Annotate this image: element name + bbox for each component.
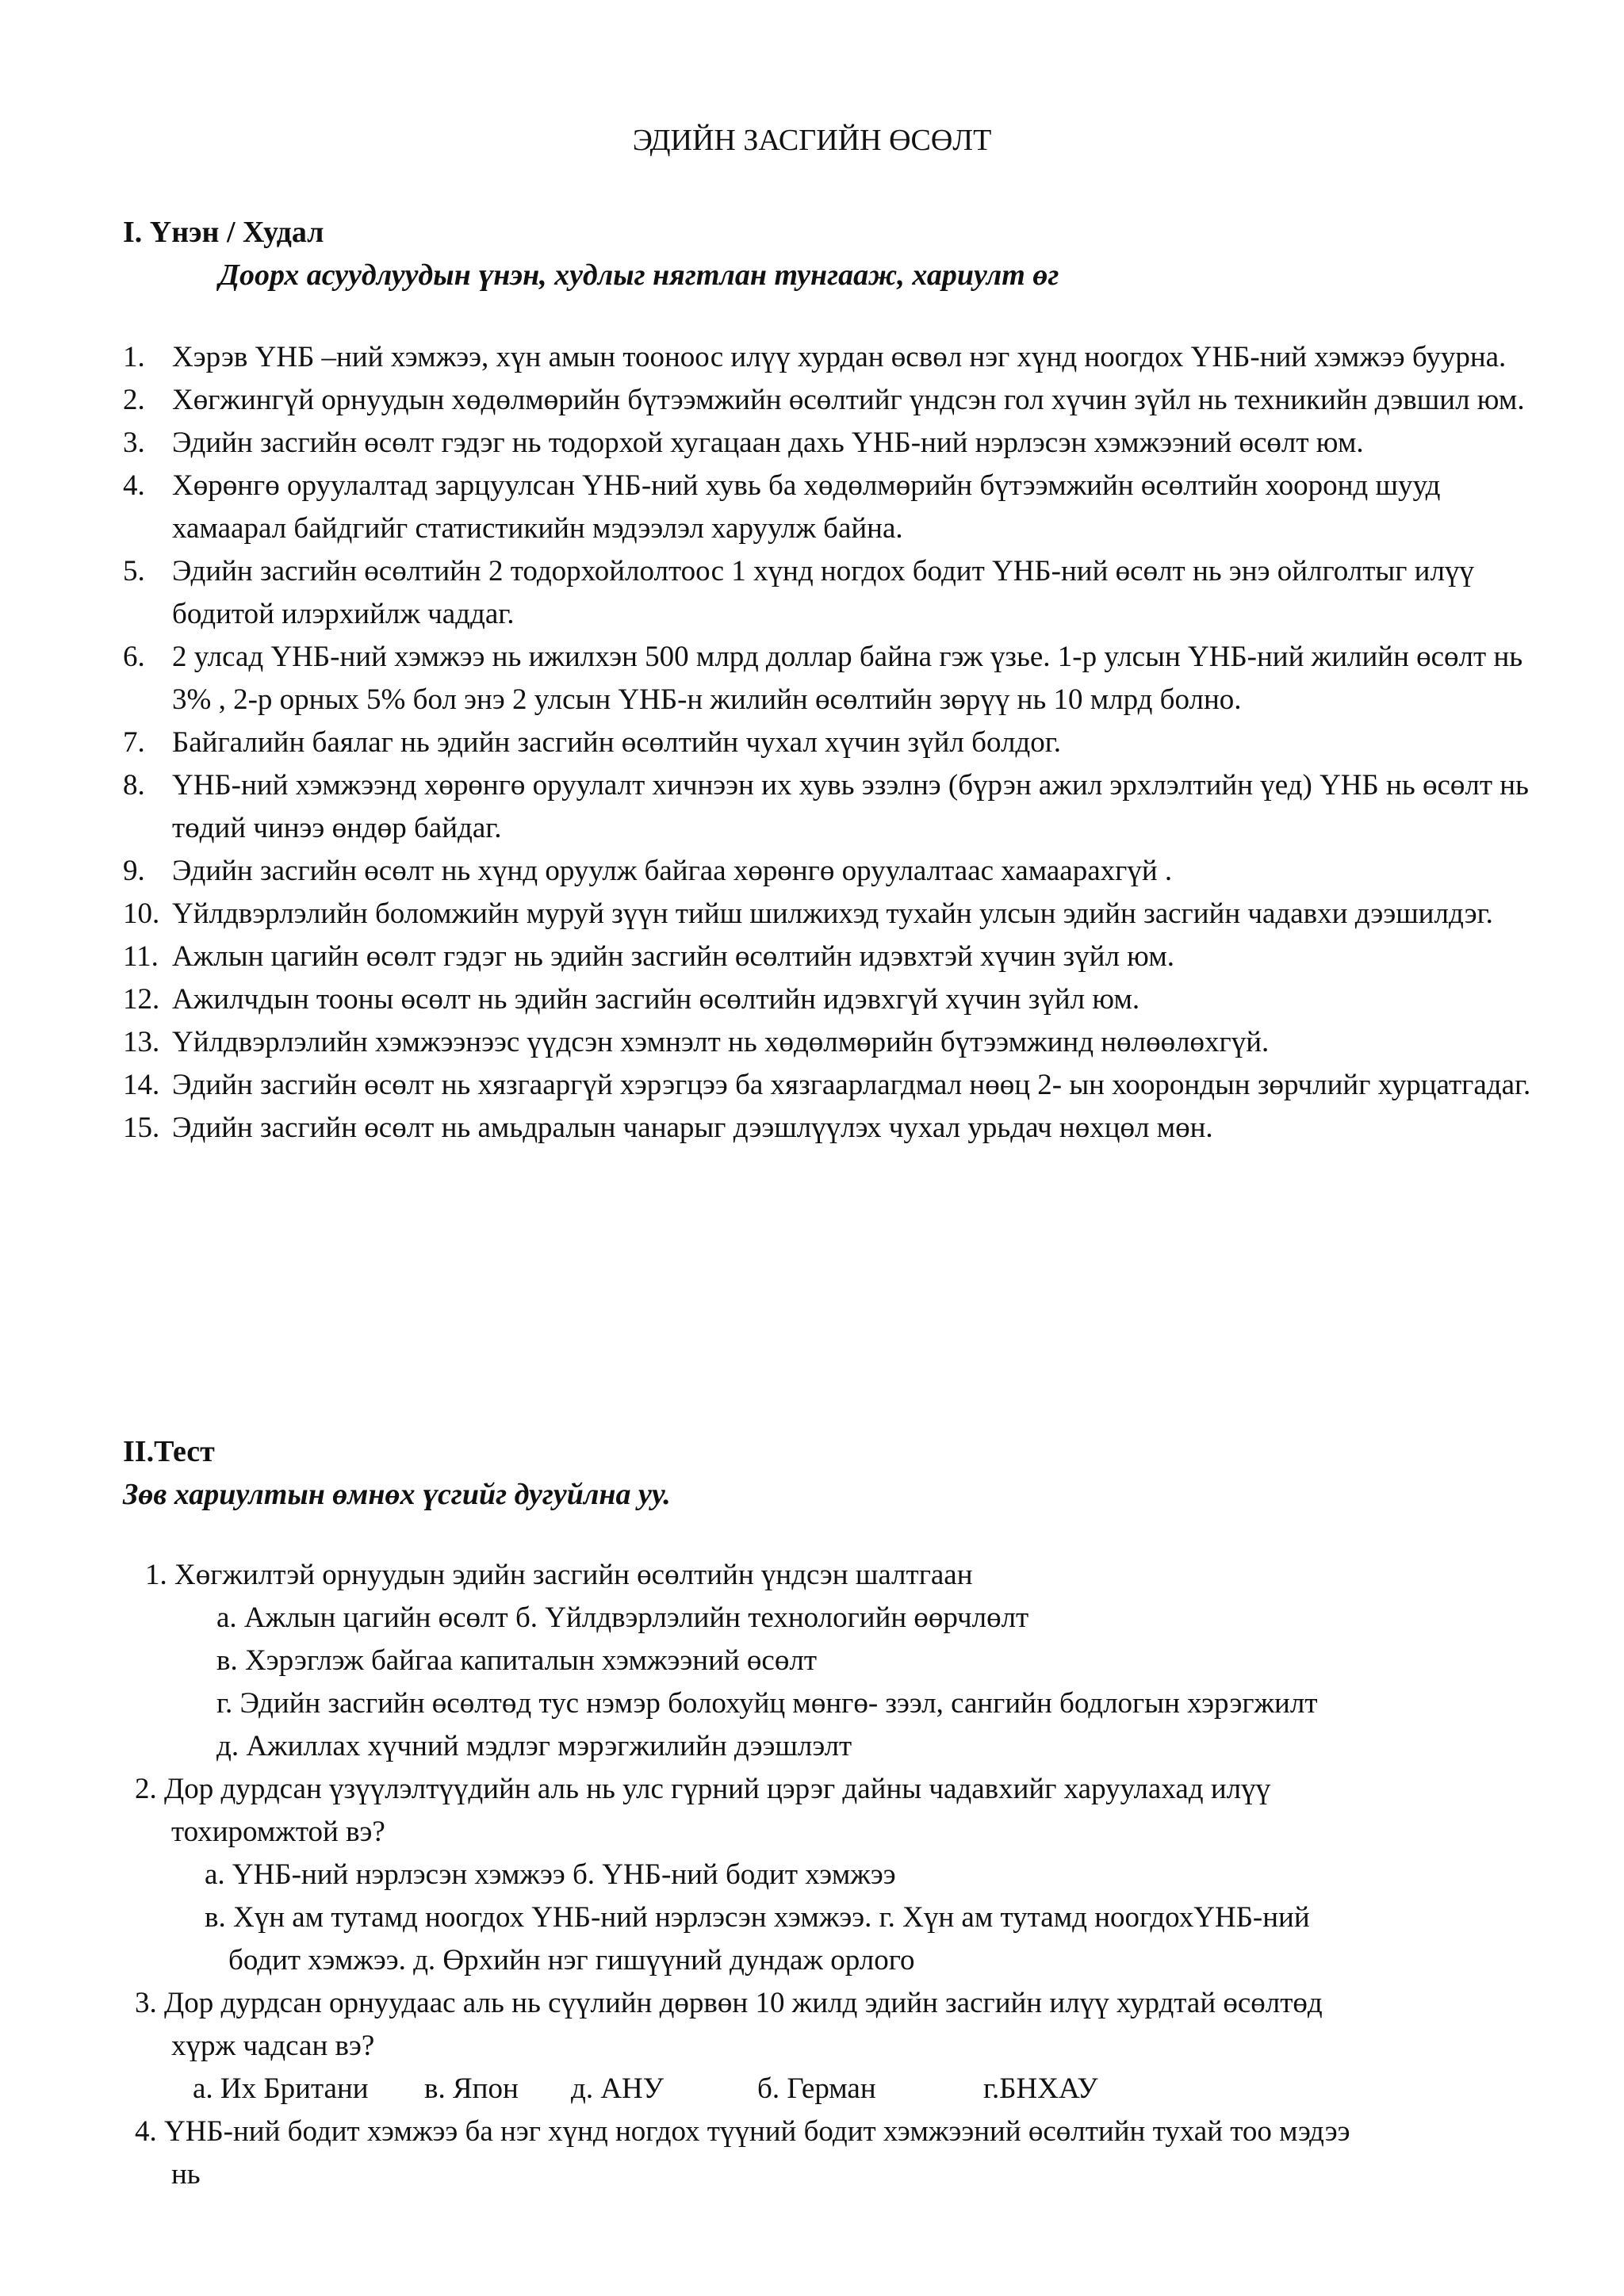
list-item: [123, 978, 1534, 1021]
question-stem: хүрж чадсан вэ?: [171, 2030, 375, 2062]
item-number: 9.: [123, 855, 145, 887]
item-number: 12.: [123, 983, 160, 1016]
item-number: 3.: [123, 427, 145, 459]
item-text: Эдийн засгийн өсөлтийн 2 тодорхойлолтоос 1 хүнд ногдох бодит ҮНБ-ний өсөлт нь энэ ойлголтыг илүү бодитой илэрхийлж чаддаг.: [172, 555, 1474, 630]
option-v: в. Япон: [424, 2072, 519, 2105]
item-number: 14.: [123, 1069, 160, 1101]
answer-options: в. Хэрэглэж байгаа капиталын хэмжээний өсөлт: [216, 1644, 817, 1677]
list-item: [123, 379, 1534, 422]
item-text: Байгалийн баялаг нь эдийн засгийн өсөлтийн чухал хүчин зүйл болдог.: [172, 726, 1062, 759]
test-question-1: [145, 1554, 1572, 1768]
option-a: а. Их Британи: [193, 2072, 369, 2105]
list-item: [123, 764, 1534, 850]
question-stem: нь: [171, 2158, 201, 2191]
item-number: 1.: [123, 341, 145, 373]
item-text: 2 улсад ҮНБ-ний хэмжээ нь ижилхэн 500 млрд доллар байна гэж үзье. 1-р улсын ҮНБ-ний жилийн өсөлт нь 3% , 2-р орных 5% бол энэ 2 улсын ҮНБ-н жилийн өсөлтийн зөрүү нь 10 млрд болно.: [172, 641, 1523, 716]
list-item: [123, 936, 1534, 978]
item-text: Үйлдвэрлэлийн хэмжээнээс үүдсэн хэмнэлт нь хөдөлмөрийн бүтээмжинд нөлөөлөхгүй.: [172, 1026, 1270, 1058]
test-question-2: [135, 1768, 1562, 1982]
list-item: [123, 1107, 1534, 1150]
item-number: 2.: [123, 384, 145, 416]
list-item: [123, 1064, 1534, 1107]
item-number: 5.: [123, 555, 145, 587]
list-item: [123, 336, 1534, 379]
answer-options: бодит хэмжээ. д. Өрхийн нэг гишүүний дундаж орлого: [228, 1944, 915, 1976]
item-number: 7.: [123, 726, 145, 759]
list-item: [123, 422, 1534, 465]
question-stem: 4. ҮНБ-ний бодит хэмжээ ба нэг хүнд ногдох түүний бодит хэмжээний өсөлтийн тухай тоо мэдээ: [135, 2115, 1350, 2148]
section2-instruction: Зөв хариултын өмнөх үсгийг дугуйлна уу.: [123, 1478, 671, 1511]
question-stem: тохиромжтой вэ?: [171, 1816, 385, 1848]
item-text: Эдийн засгийн өсөлт нь хүнд оруулж байгаа хөрөнгө оруулалтаас хамаарахгүй .: [172, 855, 1173, 887]
item-text: ҮНБ-ний хэмжээнд хөрөнгө оруулалт хичнээн их хувь эзэлнэ (бүрэн ажил эрхлэлтийн үед) ҮНБ нь өсөлт нь төдий чинээ өндөр байдаг.: [172, 769, 1529, 844]
list-item: [123, 636, 1534, 721]
item-number: 10.: [123, 897, 160, 930]
section2-heading: II.Тест: [123, 1435, 215, 1468]
question-stem: 1. Хөгжилтэй орнуудын эдийн засгийн өсөлтийн үндсэн шалтгаан: [145, 1559, 973, 1591]
item-text: Ажилчдын тооны өсөлт нь эдийн засгийн өсөлтийн идэвхгүй хүчин зүйл юм.: [172, 983, 1140, 1016]
option-b: б. Герман: [757, 2072, 876, 2105]
answer-options: [135, 2068, 1562, 2110]
test-question-3: [135, 1982, 1562, 2110]
item-text: Үйлдвэрлэлийн боломжийн муруй зүүн тийш шилжихэд тухайн улсын эдийн засгийн чадавхи дээшилдэг.: [172, 897, 1493, 930]
item-number: 11.: [123, 940, 159, 973]
item-number: 13.: [123, 1026, 160, 1058]
list-item: [123, 550, 1534, 636]
list-item: [123, 465, 1534, 550]
answer-options: г. Эдийн засгийн өсөлтөд тус нэмэр болохуйц мөнгө- зээл, сангийн бодлогын хэрэгжилт: [216, 1687, 1318, 1720]
section1-heading: I. Үнэн / Худал: [123, 216, 324, 249]
answer-options: а. ҮНБ-ний нэрлэсэн хэмжээ б. ҮНБ-ний бодит хэмжээ: [205, 1858, 896, 1891]
test-question-4: [135, 2110, 1562, 2196]
list-item: [123, 893, 1534, 936]
section1-instruction: Доорх асуудлуудын үнэн, худлыг нягтлан тунгааж, хариулт өг: [219, 258, 1059, 292]
question-stem: 3. Дор дурдсан орнуудаас аль нь сүүлийн дөрвөн 10 жилд эдийн засгийн илүү хурдтай өсөлтөд: [135, 1987, 1323, 2019]
list-item: [123, 850, 1534, 893]
item-text: Ажлын цагийн өсөлт гэдэг нь эдийн засгийн өсөлтийн идэвхтэй хүчин зүйл юм.: [172, 940, 1174, 973]
option-d: д. АНУ: [571, 2072, 664, 2105]
item-text: Хэрэв ҮНБ –ний хэмжээ, хүн амын тооноос илүү хурдан өсвөл нэг хүнд ноогдох ҮНБ-ний хэмжээ буурна.: [172, 341, 1507, 373]
item-text: Эдийн засгийн өсөлт нь амьдралын чанарыг дээшлүүлэх чухал урьдач нөхцөл мөн.: [172, 1112, 1213, 1144]
answer-options: д. Ажиллах хүчний мэдлэг мэрэгжилийн дээшлэлт: [216, 1730, 852, 1762]
item-text: Эдийн засгийн өсөлт гэдэг нь тодорхой хугацаан дахь ҮНБ-ний нэрлэсэн хэмжээний өсөлт юм.: [172, 427, 1364, 459]
true-false-list: [123, 336, 1534, 1150]
item-number: 15.: [123, 1112, 160, 1144]
list-item: [123, 721, 1534, 764]
item-text: Хөгжингүй орнуудын хөдөлмөрийн бүтээмжийн өсөлтийг үндсэн гол хүчин зүйл нь техникийн дэвшил юм.: [172, 384, 1525, 416]
item-number: 4.: [123, 469, 145, 502]
item-text: Эдийн засгийн өсөлт нь хязгааргүй хэрэгцээ ба хязгаарлагдмал нөөц 2- ын хоорондын зөрчлийг хурцатгадаг.: [172, 1069, 1531, 1101]
answer-options: в. Хүн ам тутамд ноогдох ҮНБ-ний нэрлэсэн хэмжээ. г. Хүн ам тутамд ноогдохҮНБ-ний: [205, 1901, 1310, 1934]
item-number: 8.: [123, 769, 145, 802]
question-stem: 2. Дор дурдсан үзүүлэлтүүдийн аль нь улс гүрний цэрэг дайны чадавхийг харуулахад илүү: [135, 1773, 1271, 1805]
item-text: Хөрөнгө оруулалтад зарцуулсан ҮНБ-ний хувь ба хөдөлмөрийн бүтээмжийн өсөлтийн хооронд шууд хамаарал байдгийг статистикийн мэдээлэл харуулж байна.: [172, 469, 1441, 545]
answer-options: а. Ажлын цагийн өсөлт б. Үйлдвэрлэлийн технологийн өөрчлөлт: [216, 1601, 1029, 1634]
item-number: 6.: [123, 641, 145, 673]
page-title: ЭДИЙН ЗАСГИЙН ӨСӨЛТ: [632, 124, 992, 157]
option-g: г.БНХАУ: [983, 2072, 1098, 2105]
list-item: [123, 1021, 1534, 1064]
